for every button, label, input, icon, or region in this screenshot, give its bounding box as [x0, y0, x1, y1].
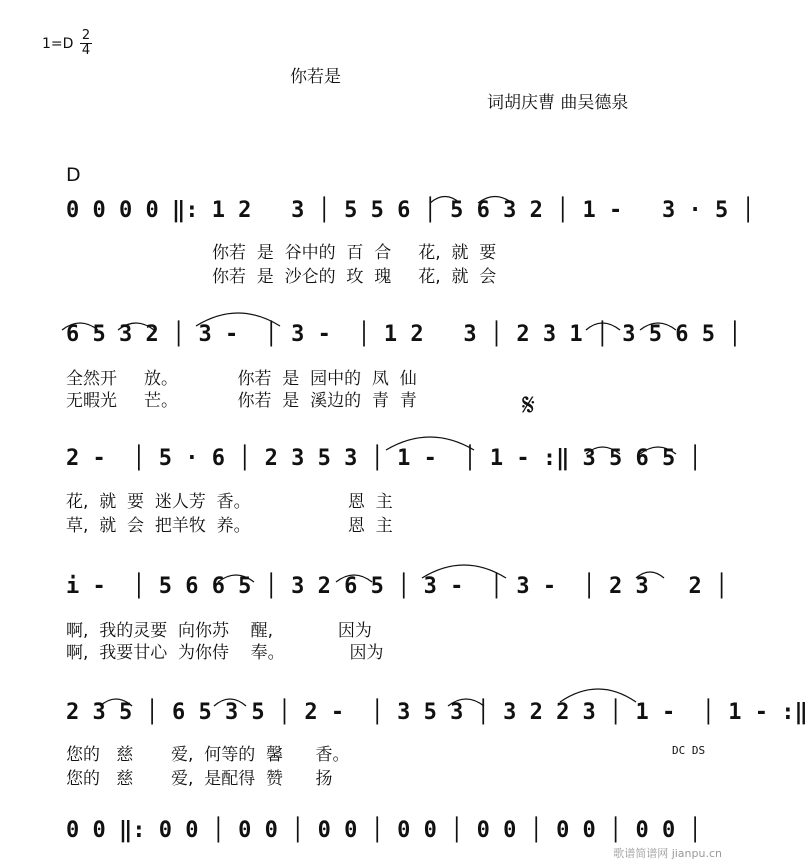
notation-row-1: 0 0 0 0 ‖: 1 2 3 │ 5 5 6 │ 5 6 3 2 │ 1 - 3 · 5 │	[66, 198, 755, 223]
key-signature: 1=D	[42, 36, 74, 52]
time-signature-bottom: 4	[81, 43, 91, 58]
notation-row-2: 6 5 3 2 │ 3 - │ 3 - │ 1 2 3 │ 2 3 1 │ 3 5 6 5 │	[66, 322, 742, 347]
song-credits: 词胡庆曹 曲吴德泉	[487, 93, 629, 113]
slur	[586, 323, 620, 330]
slur	[118, 323, 154, 330]
slur	[336, 575, 372, 582]
slur	[586, 447, 620, 454]
slur	[448, 699, 484, 706]
song-title: 你若是	[290, 67, 341, 87]
chord-label: D	[66, 164, 81, 186]
slur	[478, 197, 512, 204]
tie	[422, 565, 506, 578]
tie	[560, 689, 636, 702]
lyric-row-5-verse-2: 您的 慈 爱, 是配得 赞 扬	[66, 769, 333, 789]
slur	[636, 572, 664, 578]
lyric-row-5-verse-1: 您的 慈 爱, 何等的 馨 香。	[66, 745, 350, 765]
slur	[214, 699, 246, 706]
lyric-row-4-verse-1: 啊, 我的灵要 向你苏 醒, 因为	[66, 621, 372, 641]
tie	[386, 437, 474, 450]
slur	[430, 197, 460, 204]
lyric-row-1-verse-1: 你若 是 谷中的 百 合 花, 就 要	[212, 243, 497, 263]
notation-row-5: 2 3 5 │ 6 5 3 5 │ 2 - │ 3 5 3 │ 3 2 2 3 │ 1 - │ 1 - :‖	[66, 700, 808, 725]
slur	[218, 575, 254, 582]
dc-ds-mark: DC DS	[672, 744, 706, 757]
slur	[62, 323, 98, 330]
slur	[640, 447, 676, 454]
lyric-row-1-verse-2: 你若 是 沙仑的 玫 瑰 花, 就 会	[212, 267, 497, 287]
notation-row-3: 2 - │ 5 · 6 │ 2 3 5 3 │ 1 - │ 1 - :‖ 3 5 6 5 │	[66, 446, 702, 471]
notation-row-4: i - │ 5 6 6 5 │ 3 2 6 5 │ 3 - │ 3 - │ 2 3 2 │	[66, 574, 729, 599]
lyric-row-3-verse-2: 草, 就 会 把羊牧 养。 恩 主	[66, 516, 393, 536]
lyric-row-2-verse-2: 无暇光 芒。 你若 是 溪边的 青 青	[66, 391, 417, 411]
notation-row-6: 0 0 ‖: 0 0 │ 0 0 │ 0 0 │ 0 0 │ 0 0 │ 0 0 │ 0 0 │	[66, 818, 702, 843]
slur	[100, 699, 132, 706]
lyric-row-4-verse-2: 啊, 我要甘心 为你侍 奉。 因为	[66, 643, 384, 663]
time-signature-top: 2	[81, 28, 91, 43]
tie	[196, 313, 280, 326]
lyric-row-2-verse-1: 全然开 放。 你若 是 园中的 凤 仙	[66, 369, 417, 389]
watermark-footer: 歌谱简谱网 jianpu.cn	[613, 847, 722, 860]
segno-mark: 𝄋	[522, 388, 535, 423]
lyric-row-3-verse-1: 花, 就 要 迷人芳 香。 恩 主	[66, 492, 393, 512]
slur	[640, 323, 676, 330]
